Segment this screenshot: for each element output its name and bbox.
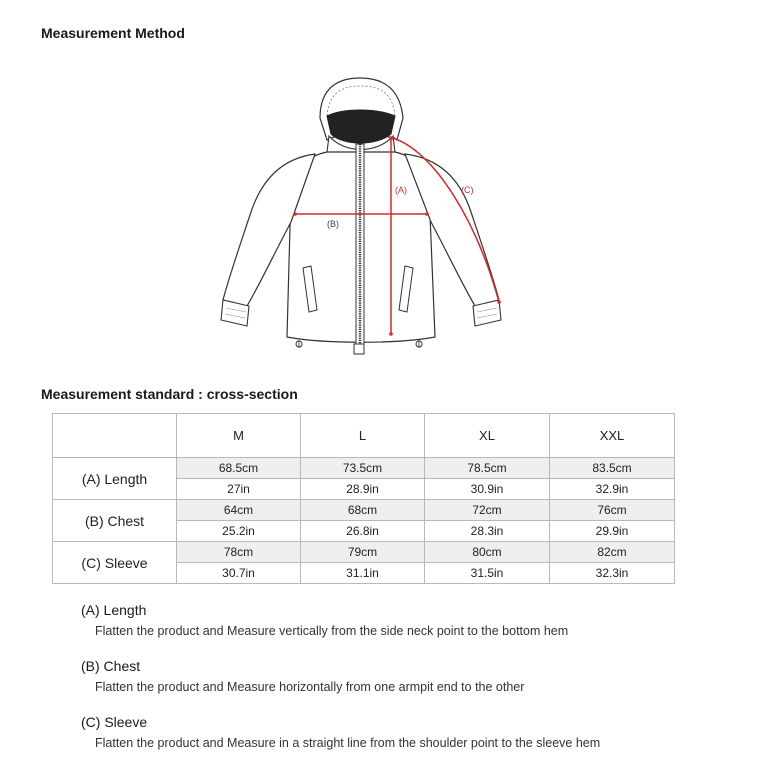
- table-cell: 26.8in: [301, 521, 425, 542]
- measurement-notes: [81, 601, 721, 769]
- size-header-xl: XL: [425, 414, 550, 458]
- table-cell: 78cm: [177, 542, 301, 563]
- header-corner: [53, 414, 177, 458]
- table-cell: 27in: [177, 479, 301, 500]
- note-chest: [81, 657, 721, 713]
- hood-opening: [327, 110, 395, 143]
- table-cell: 28.9in: [301, 479, 425, 500]
- size-header-m: M: [177, 414, 301, 458]
- table-cell: 29.9in: [550, 521, 675, 542]
- label-a: (A): [395, 185, 407, 195]
- note-description: Flatten the product and Measure in a straight line from the shoulder point to the sleeve hem: [95, 736, 601, 750]
- note-description: Flatten the product and Measure vertically from the side neck point to the bottom hem: [95, 624, 569, 638]
- measurement-standard-heading: Measurement standard : cross-section: [41, 386, 298, 402]
- size-header-xxl: XXL: [550, 414, 675, 458]
- table-cell: 30.9in: [425, 479, 550, 500]
- table-cell: 25.2in: [177, 521, 301, 542]
- note-sleeve: [81, 713, 721, 769]
- table-cell: 68.5cm: [177, 458, 301, 479]
- table-cell: 28.3in: [425, 521, 550, 542]
- note-title: (B) Chest: [81, 658, 141, 674]
- table-cell: 80cm: [425, 542, 550, 563]
- table-cell: 30.7in: [177, 563, 301, 584]
- row-label-sleeve: (C) Sleeve: [53, 542, 177, 584]
- table-cell: 31.1in: [301, 563, 425, 584]
- table-cell: 82cm: [550, 542, 675, 563]
- table-cell: 64cm: [177, 500, 301, 521]
- table-cell: 68cm: [301, 500, 425, 521]
- jacket-illustration: [215, 72, 515, 364]
- table-cell: 76cm: [550, 500, 675, 521]
- table-row: [53, 458, 675, 479]
- note-title: (A) Length: [81, 602, 147, 618]
- note-length: [81, 601, 721, 657]
- table-row: [53, 500, 675, 521]
- note-description: Flatten the product and Measure horizontally from one armpit end to the other: [95, 680, 525, 694]
- row-label-chest: (B) Chest: [53, 500, 177, 542]
- size-header-row: [53, 414, 675, 458]
- table-cell: 32.3in: [550, 563, 675, 584]
- measurement-method-heading: Measurement Method: [41, 25, 185, 41]
- table-cell: 73.5cm: [301, 458, 425, 479]
- row-label-length: (A) Length: [53, 458, 177, 500]
- table-row: [53, 542, 675, 563]
- size-table: [52, 413, 675, 584]
- label-b: (B): [327, 219, 339, 229]
- table-cell: 31.5in: [425, 563, 550, 584]
- table-cell: 72cm: [425, 500, 550, 521]
- label-c: (C): [461, 185, 474, 195]
- table-cell: 83.5cm: [550, 458, 675, 479]
- size-header-l: L: [301, 414, 425, 458]
- table-cell: 32.9in: [550, 479, 675, 500]
- note-title: (C) Sleeve: [81, 714, 148, 730]
- table-cell: 78.5cm: [425, 458, 550, 479]
- table-cell: 79cm: [301, 542, 425, 563]
